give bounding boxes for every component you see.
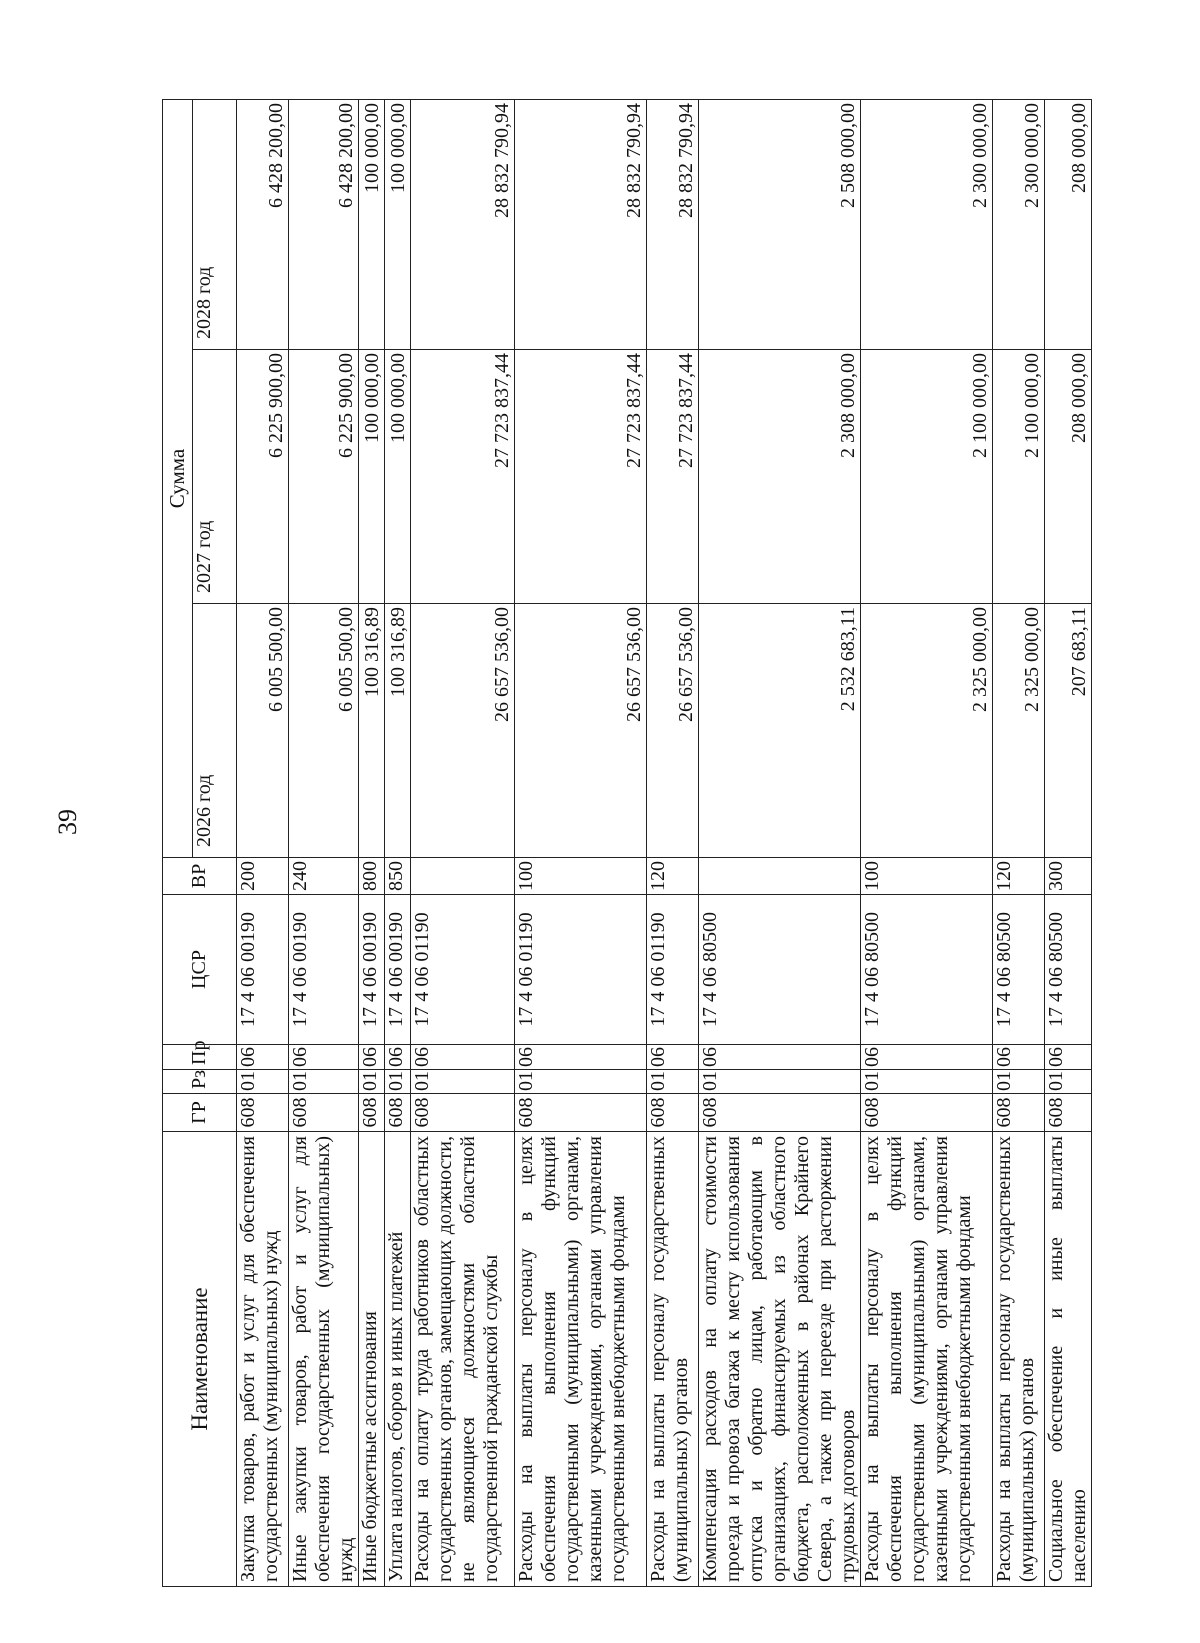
cell-name: Расходы на выплаты персоналу государственных (муниципальных) органов <box>647 1132 699 1587</box>
header-sum: Сумма <box>163 99 193 857</box>
cell-name: Расходы на выплаты персоналу государственных (муниципальных) органов <box>993 1132 1045 1587</box>
cell-gr: 608 <box>647 1094 699 1132</box>
page-number: 39 <box>53 809 82 835</box>
cell-name: Закупка товаров, работ и услуг для обеспечения государственных (муниципальных) нужд <box>237 1132 289 1587</box>
cell-sum-2028: 208 000,00 <box>1045 99 1092 349</box>
cell-name: Уплата налогов, сборов и иных платежей <box>385 1132 411 1587</box>
cell-sum-2026: 26 657 536,00 <box>411 604 515 858</box>
cell-rz: 01 <box>359 1070 385 1094</box>
cell-name: Расходы на оплату труда работников областных государственных органов, замещающих должности, не являющиеся должностями областной государственной гражданской службы <box>411 1132 515 1587</box>
cell-sum-2028: 28 832 790,94 <box>647 99 699 349</box>
cell-gr: 608 <box>237 1094 289 1132</box>
cell-name: Расходы на выплаты персоналу в целях обеспечения выполнения функций государственными (муниципальными) органами, казенными учреждениями, органами управления государственными внебюджетными фондами <box>515 1132 647 1587</box>
cell-csr: 17 4 06 00190 <box>385 895 411 1045</box>
header-year-2026: 2026 год <box>193 604 237 858</box>
header-csr: ЦСР <box>163 895 237 1045</box>
cell-pr: 06 <box>411 1045 515 1070</box>
cell-pr: 06 <box>359 1045 385 1070</box>
cell-vr: 800 <box>359 858 385 895</box>
cell-sum-2027: 2 308 000,00 <box>699 350 861 604</box>
cell-pr: 06 <box>515 1045 647 1070</box>
cell-gr: 608 <box>385 1094 411 1132</box>
cell-name: Компенсация расходов на оплату стоимости проезда и провоза багажа к месту использования отпуска и обратно лицам, работающим в организациях, финансируемых из областного бюджета, расположенных в районах Крайнего Севера, а также при переезде при расторжении трудовых договоров <box>699 1132 861 1587</box>
table-row <box>289 99 359 1586</box>
cell-csr: 17 4 06 00190 <box>359 895 385 1045</box>
cell-sum-2027: 27 723 837,44 <box>647 350 699 604</box>
cell-gr: 608 <box>411 1094 515 1132</box>
table-row <box>1045 99 1092 1586</box>
cell-csr: 17 4 06 80500 <box>861 895 993 1045</box>
cell-sum-2026: 2 325 000,00 <box>861 604 993 858</box>
cell-vr: 850 <box>385 858 411 895</box>
cell-vr: 100 <box>861 858 993 895</box>
cell-rz: 01 <box>515 1070 647 1094</box>
cell-gr: 608 <box>861 1094 993 1132</box>
cell-sum-2027: 27 723 837,44 <box>515 350 647 604</box>
header-gr: ГР <box>163 1094 237 1132</box>
cell-pr: 06 <box>289 1045 359 1070</box>
cell-sum-2026: 26 657 536,00 <box>647 604 699 858</box>
cell-sum-2026: 100 316,89 <box>385 604 411 858</box>
cell-sum-2028: 28 832 790,94 <box>515 99 647 349</box>
cell-rz: 01 <box>385 1070 411 1094</box>
cell-pr: 06 <box>237 1045 289 1070</box>
table-row <box>237 99 289 1586</box>
cell-rz: 01 <box>861 1070 993 1094</box>
cell-sum-2028: 6 428 200,00 <box>289 99 359 349</box>
cell-sum-2028: 2 300 000,00 <box>993 99 1045 349</box>
table-header <box>163 99 237 1586</box>
cell-csr: 17 4 06 01190 <box>647 895 699 1045</box>
cell-rz: 01 <box>647 1070 699 1094</box>
cell-sum-2026: 207 683,11 <box>1045 604 1092 858</box>
table-body <box>237 99 1092 1586</box>
cell-sum-2028: 100 000,00 <box>385 99 411 349</box>
cell-rz: 01 <box>699 1070 861 1094</box>
cell-vr: 300 <box>1045 858 1092 895</box>
cell-gr: 608 <box>515 1094 647 1132</box>
header-name: Наименование <box>163 1132 237 1587</box>
table-row <box>385 99 411 1586</box>
cell-rz: 01 <box>993 1070 1045 1094</box>
cell-sum-2028: 2 300 000,00 <box>861 99 993 349</box>
table-row <box>515 99 647 1586</box>
cell-pr: 06 <box>385 1045 411 1070</box>
cell-sum-2026: 2 325 000,00 <box>993 604 1045 858</box>
cell-vr: 120 <box>993 858 1045 895</box>
cell-gr: 608 <box>289 1094 359 1132</box>
cell-csr: 17 4 06 80500 <box>1045 895 1092 1045</box>
cell-sum-2027: 208 000,00 <box>1045 350 1092 604</box>
cell-sum-2027: 100 000,00 <box>359 350 385 604</box>
cell-vr <box>411 858 515 895</box>
cell-sum-2027: 6 225 900,00 <box>237 350 289 604</box>
cell-csr: 17 4 06 80500 <box>993 895 1045 1045</box>
cell-vr <box>699 858 861 895</box>
cell-sum-2028: 2 508 000,00 <box>699 99 861 349</box>
cell-vr: 100 <box>515 858 647 895</box>
cell-gr: 608 <box>359 1094 385 1132</box>
cell-csr: 17 4 06 00190 <box>237 895 289 1045</box>
cell-gr: 608 <box>699 1094 861 1132</box>
cell-gr: 608 <box>993 1094 1045 1132</box>
header-vr: ВР <box>163 858 237 895</box>
cell-vr: 200 <box>237 858 289 895</box>
header-rz: Рз <box>163 1070 237 1094</box>
cell-name: Расходы на выплаты персоналу в целях обеспечения выполнения функций государственными (муниципальными) органами, казенными учреждениями, органами управления государственными внебюджетными фондами <box>861 1132 993 1587</box>
cell-name: Иные закупки товаров, работ и услуг для обеспечения государственных (муниципальных) нужд <box>289 1132 359 1587</box>
cell-sum-2028: 28 832 790,94 <box>411 99 515 349</box>
cell-rz: 01 <box>289 1070 359 1094</box>
header-year-2027: 2027 год <box>193 350 237 604</box>
table-row <box>359 99 385 1586</box>
cell-sum-2027: 6 225 900,00 <box>289 350 359 604</box>
cell-sum-2028: 6 428 200,00 <box>237 99 289 349</box>
table-row <box>647 99 699 1586</box>
rotated-table-container <box>162 100 1090 1587</box>
cell-vr: 240 <box>289 858 359 895</box>
cell-csr: 17 4 06 00190 <box>289 895 359 1045</box>
header-pr: Пр <box>163 1045 237 1070</box>
cell-sum-2026: 100 316,89 <box>359 604 385 858</box>
cell-rz: 01 <box>1045 1070 1092 1094</box>
cell-gr: 608 <box>1045 1094 1092 1132</box>
cell-pr: 06 <box>647 1045 699 1070</box>
cell-name: Иные бюджетные ассигнования <box>359 1132 385 1587</box>
cell-sum-2026: 26 657 536,00 <box>515 604 647 858</box>
table-row <box>861 99 993 1586</box>
cell-sum-2027: 100 000,00 <box>385 350 411 604</box>
cell-sum-2027: 2 100 000,00 <box>861 350 993 604</box>
cell-pr: 06 <box>861 1045 993 1070</box>
cell-pr: 06 <box>1045 1045 1092 1070</box>
table-row <box>411 99 515 1586</box>
cell-vr: 120 <box>647 858 699 895</box>
cell-sum-2026: 6 005 500,00 <box>289 604 359 858</box>
cell-rz: 01 <box>411 1070 515 1094</box>
cell-pr: 06 <box>993 1045 1045 1070</box>
cell-csr: 17 4 06 80500 <box>699 895 861 1045</box>
cell-pr: 06 <box>699 1045 861 1070</box>
cell-sum-2027: 27 723 837,44 <box>411 350 515 604</box>
cell-csr: 17 4 06 01190 <box>411 895 515 1045</box>
table-row <box>699 99 861 1586</box>
cell-csr: 17 4 06 01190 <box>515 895 647 1045</box>
header-year-2028: 2028 год <box>193 99 237 349</box>
table-row <box>993 99 1045 1586</box>
cell-sum-2026: 2 532 683,11 <box>699 604 861 858</box>
budget-table <box>162 99 1092 1587</box>
cell-sum-2026: 6 005 500,00 <box>237 604 289 858</box>
cell-rz: 01 <box>237 1070 289 1094</box>
cell-sum-2027: 2 100 000,00 <box>993 350 1045 604</box>
cell-sum-2028: 100 000,00 <box>359 99 385 349</box>
cell-name: Социальное обеспечение и иные выплаты населению <box>1045 1132 1092 1587</box>
